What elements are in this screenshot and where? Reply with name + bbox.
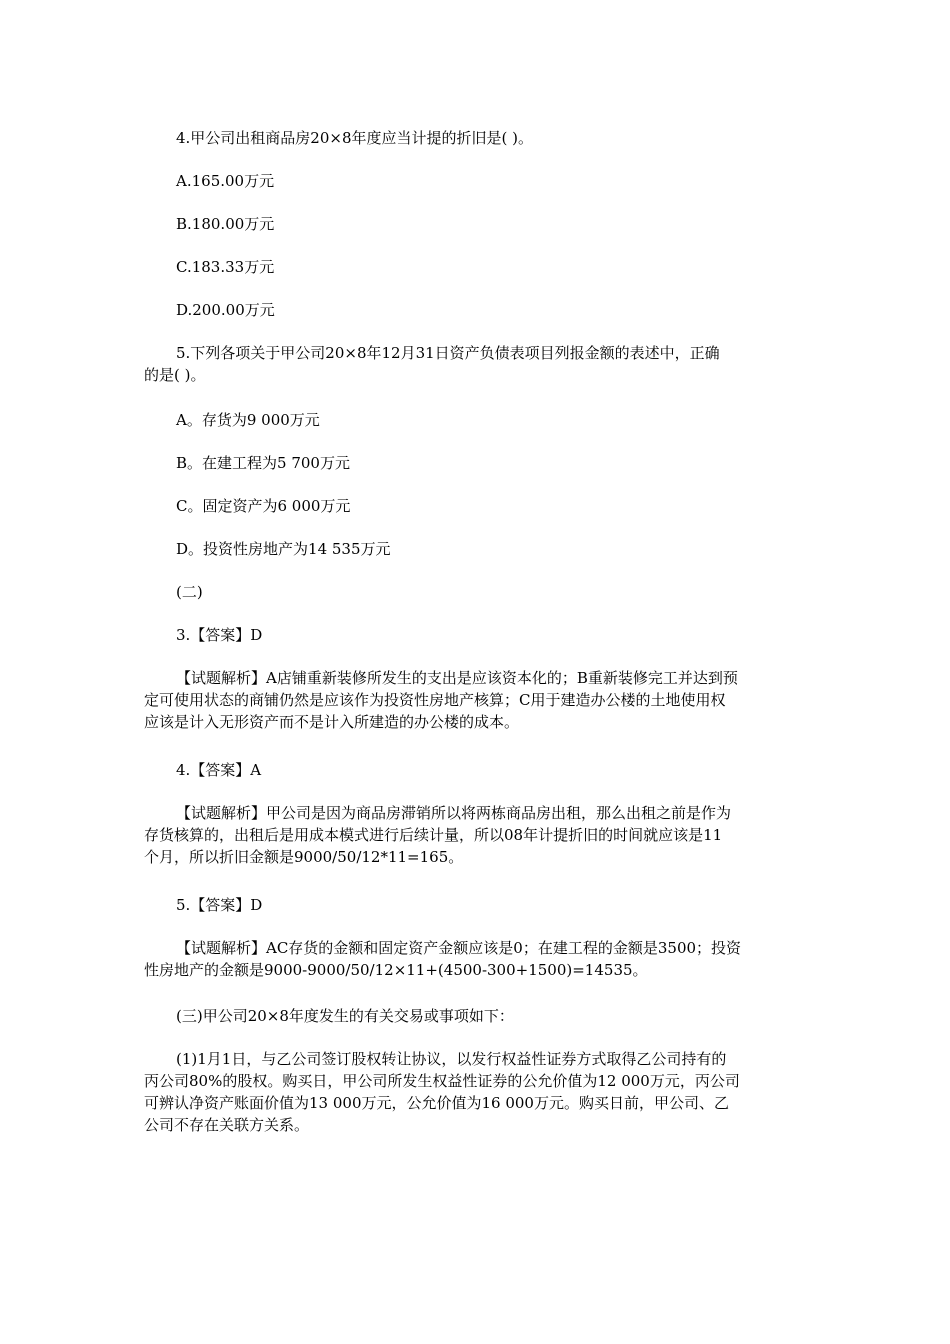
question-5-option-a: A。存货为9 000万元 xyxy=(176,411,320,429)
section-3-intro: (三)甲公司20×8年度发生的有关交易或事项如下： xyxy=(176,1007,514,1025)
question-4-option-a: A.165.00万元 xyxy=(176,172,275,190)
analysis-line: 个月，所以折旧金额是9000/50/12*11=165。 xyxy=(144,848,464,866)
item-line: 可辨认净资产账面价值为13 000万元，公允价值为16 000万元。购买日前，甲公司、乙 xyxy=(144,1094,729,1112)
answer-5-label: 5.【答案】D xyxy=(176,896,263,914)
question-4-option-c: C.183.33万元 xyxy=(176,258,275,276)
analysis-line: 定可使用状态的商铺仍然是应该作为投资性房地产核算；C用于建造办公楼的土地使用权 xyxy=(144,691,726,709)
question-5-stem-line: 的是( )。 xyxy=(144,366,206,384)
analysis-line: 【试题解析】AC存货的金额和固定资产金额应该是0；在建工程的金额是3500；投资 xyxy=(176,939,742,957)
item-line: 公司不存在关联方关系。 xyxy=(144,1116,310,1134)
answer-4-label: 4.【答案】A xyxy=(176,761,262,779)
analysis-line: 性房地产的金额是9000-9000/50/12×11+(4500-300+1500)=14535。 xyxy=(144,961,648,979)
question-4-option-b: B.180.00万元 xyxy=(176,215,275,233)
question-4-stem: 4.甲公司出租商品房20×8年度应当计提的折旧是( )。 xyxy=(176,129,533,147)
answer-3-analysis xyxy=(144,667,806,733)
section-2-heading: (二) xyxy=(176,583,203,601)
question-4-option-d: D.200.00万元 xyxy=(176,301,275,319)
answer-4-analysis xyxy=(144,802,806,868)
analysis-line: 【试题解析】甲公司是因为商品房滞销所以将两栋商品房出租，那么出租之前是作为 xyxy=(176,804,732,822)
question-5-option-c: C。固定资产为6 000万元 xyxy=(176,497,351,515)
answer-3-label: 3.【答案】D xyxy=(176,626,263,644)
item-line: (1)1月1日，与乙公司签订股权转让协议，以发行权益性证券方式取得乙公司持有的 xyxy=(176,1050,727,1068)
analysis-line: 存货核算的，出租后是用成本模式进行后续计量，所以08年计提折旧的时间就应该是11 xyxy=(144,826,723,844)
question-5-option-b: B。在建工程为5 700万元 xyxy=(176,454,350,472)
question-5-stem-line: 5.下列各项关于甲公司20×8年12月31日资产负债表项目列报金额的表述中，正确 xyxy=(176,344,720,362)
analysis-line: 应该是计入无形资产而不是计入所建造的办公楼的成本。 xyxy=(144,713,520,731)
answer-5-analysis xyxy=(144,937,806,981)
item-line: 丙公司80%的股权。购买日，甲公司所发生权益性证券的公允价值为12 000万元，丙公司 xyxy=(144,1072,740,1090)
analysis-line: 【试题解析】A店铺重新装修所发生的支出是应该资本化的；B重新装修完工并达到预 xyxy=(176,669,738,687)
section-3-item-1 xyxy=(144,1048,806,1136)
question-5-option-d: D。投资性房地产为14 535万元 xyxy=(176,540,391,558)
question-5-stem xyxy=(144,342,806,386)
